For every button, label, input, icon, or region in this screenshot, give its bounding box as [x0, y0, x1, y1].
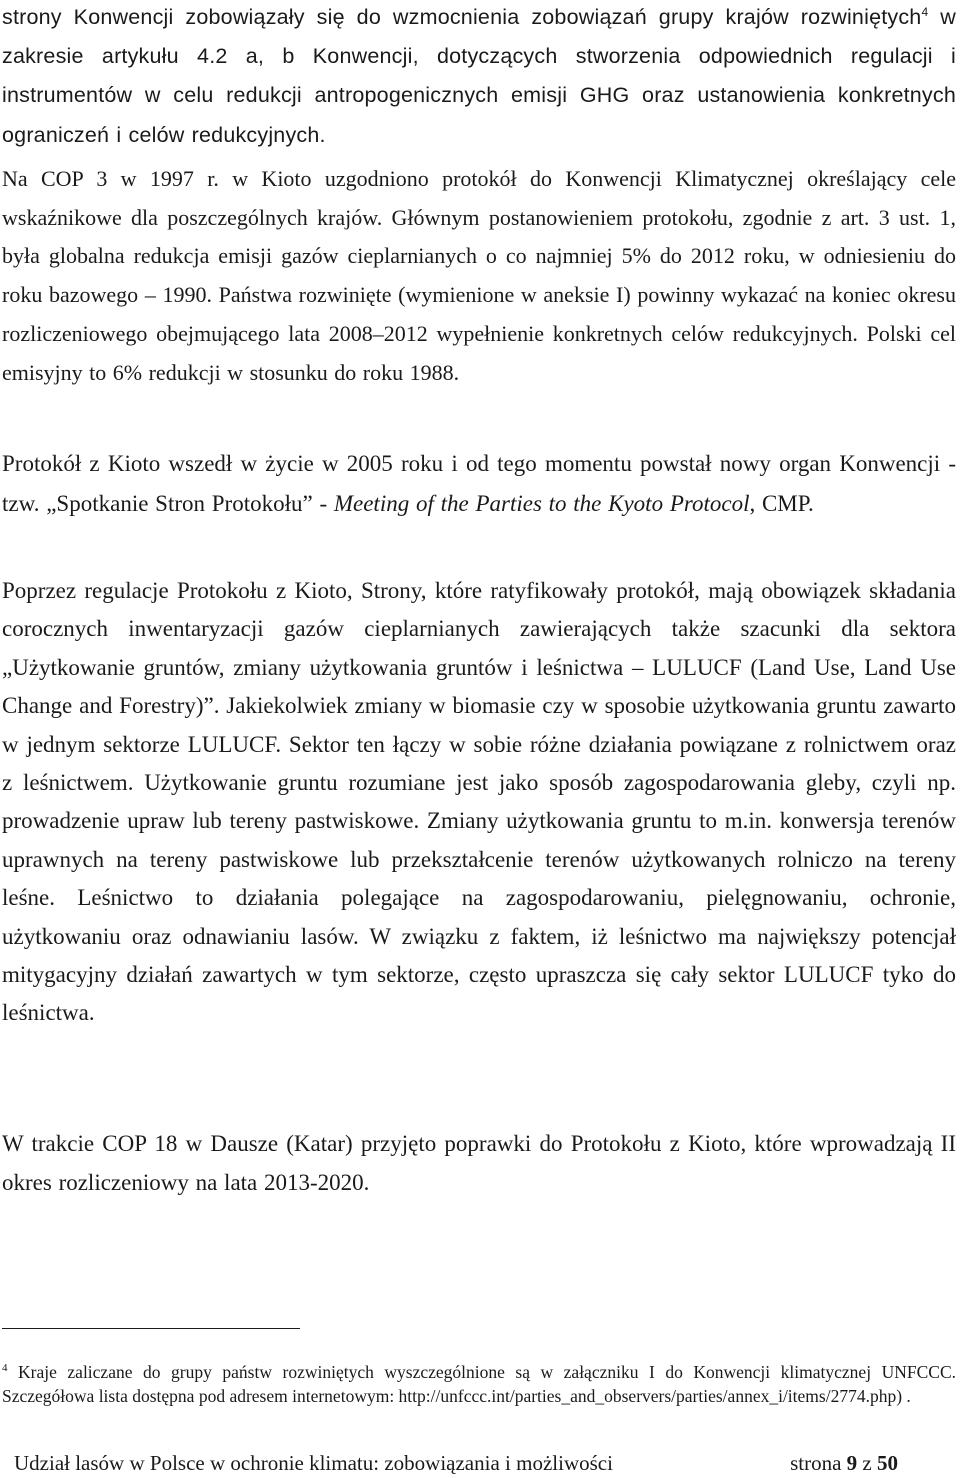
paragraph-lulucf: Poprzez regulacje Protokołu z Kioto, Strony, które ratyfikowały protokół, mają obowiązek składania corocznych inwentaryzacji gazów cieplarnianych zawierających także szacunki dla sektora „Użytkowanie gruntów, zmiany użytkowania gruntów i leśnictwa – LULUCF (Land Use, Land Use Change and Forestry)”. Jakiekolwiek zmiany w biomasie czy w sposobie użytkowania gruntu zawarto w jednym sektorze LULUCF. Sektor ten łączy w sobie różne działania powiązane z rolnictwem oraz z leśnictwem. Użytkowanie gruntu rozumiane jest jako sposób zagospodarowania gleby, czyli np. prowadzenie upraw lub tereny pastwiskowe. Zmiany użytkowania gruntu to m.in. konwersja terenów uprawnych na tereny pastwiskowe lub przekształcenie terenów użytkowanych rolniczo na tereny leśne. Leśnictwo to działania polegające na zagospodarowaniu, pielęgnowaniu, ochronie, użytkowaniu oraz odnawianiu lasów. W związku z faktem, iż leśnictwo ma największy potencjał mitygacyjny działań zawartych w tym sektorze, często upraszcza się cały sektor LULUCF tyko do leśnictwa.	[2, 578, 956, 1026]
footer-title: Udział lasów w Polsce w ochronie klimatu: zobowiązania i możliwości	[14, 1451, 613, 1475]
paragraph-text: , CMP.	[749, 490, 814, 516]
footnote	[2, 1361, 956, 1408]
italic-term: Meeting of the Parties to the Kyoto Protocol	[333, 490, 750, 516]
paragraph-text: strony Konwencji zobowiązały się do wzmocnienia zobowiązań grupy krajów rozwiniętych	[2, 5, 922, 29]
paragraph-text: Protokół z Kioto wszedł w życie w 2005 roku i od tego momentu powstał nowy organ Konwencji - tzw. „Spotkanie Stron Protokołu” -	[2, 451, 956, 516]
footnote-number: 4	[2, 1362, 8, 1375]
paragraph-text: w zakresie artykułu 4.2 a, b Konwencji, dotyczących stworzenia odpowiednich regulacji i instrumentów w celu redukcji antropogenicznych emisji GHG oraz ustanowienia konkretnych ograniczeń i celów redukcyjnych.	[2, 5, 956, 147]
current-page-number: 9	[846, 1451, 858, 1475]
page-footer	[14, 1450, 898, 1476]
paragraph-cop18: W trakcie COP 18 w Dausze (Katar) przyjęto poprawki do Protokołu z Kioto, które wprowadzają II okres rozliczeniowy na lata 2013-2020.	[2, 1131, 956, 1195]
footnote-reference: 4	[921, 4, 929, 19]
paragraph-commitments	[2, 0, 956, 155]
total-pages: 50	[877, 1451, 898, 1475]
footnote-text: Kraje zaliczane do grupy państw rozwiniętych wyszczególnione są w załączniku I do Konwencji klimatycznej UNFCCC. Szczegółowa lista dostępna pod adresem internetowym: http://unfccc.int/parties_and_observers/parties/annex_i/items/2774.php) .	[2, 1362, 956, 1406]
paragraph-cmp	[2, 444, 956, 523]
page-number-indicator: strona 9 z 50	[790, 1451, 898, 1475]
footnote-separator	[2, 1328, 300, 1329]
paragraph-kyoto-protocol: Na COP 3 w 1997 r. w Kioto uzgodniono protokół do Konwencji Klimatycznej określający cele wskaźnikowe dla poszczególnych krajów. Głównym postanowieniem protokołu, zgodnie z art. 3 ust. 1, była globalna redukcja emisji gazów cieplarnianych o co najmniej 5% do 2012 roku, w odniesieniu do roku bazowego – 1990. Państwa rozwinięte (wymienione w aneksie I) powinny wykazać na koniec okresu rozliczeniowego obejmującego lata 2008–2012 wypełnienie konkretnych celów redukcyjnych. Polski cel emisyjny to 6% redukcji w stosunku do roku 1988.	[2, 166, 956, 385]
